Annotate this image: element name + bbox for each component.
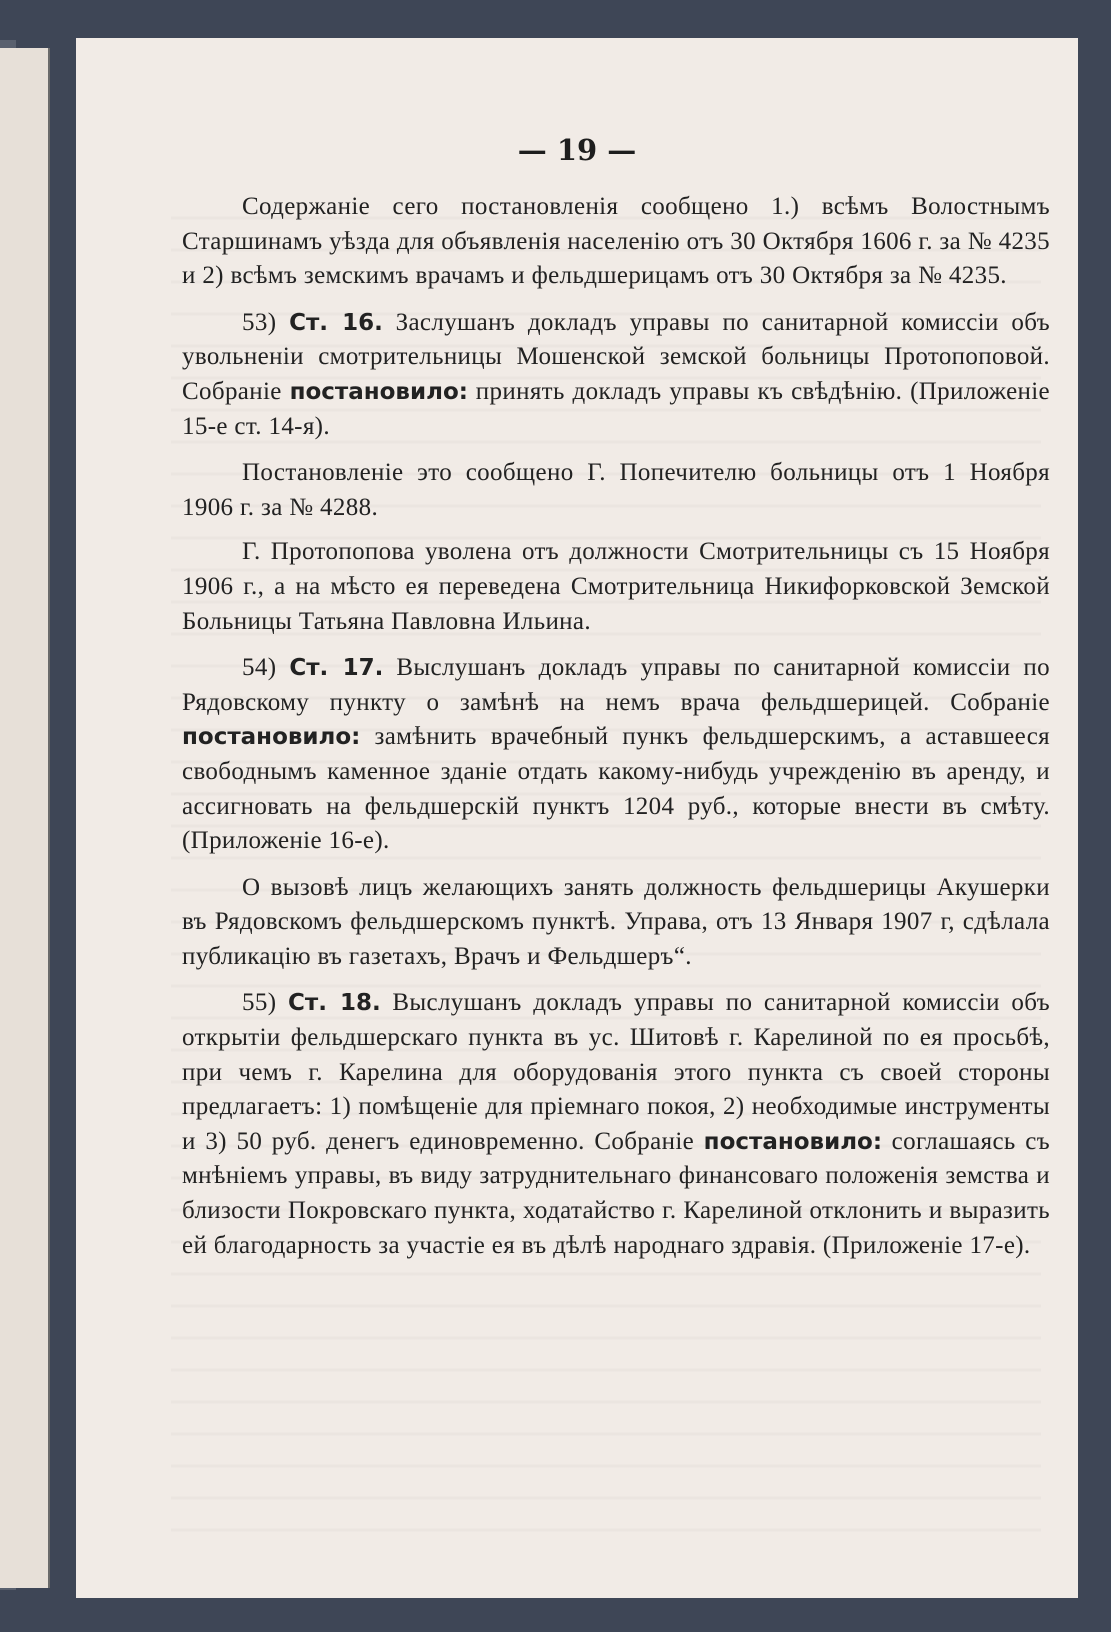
bold-heading-text: постановило: — [182, 724, 361, 751]
paragraph-p3 — [182, 456, 1050, 525]
paragraph-text: 54) — [242, 654, 290, 682]
paragraph-text: Постановленіе это сообщено Г. Попечителю больницы отъ 1 Ноября 1906 г. за № 4288. — [182, 459, 1050, 521]
facing-page-edge — [0, 48, 50, 1588]
paragraph-text: Г. Протопопова уволена отъ должности Смотрительницы съ 15 Ноября 1906 г., а на мѣсто ея переведена Смотрительница Никифорковской Земской Больницы Татьяна Павловна Ильина. — [182, 538, 1050, 635]
page-number: — 19 — — [517, 133, 637, 167]
paragraph-p7 — [182, 986, 1050, 1263]
paragraph-p4 — [182, 535, 1050, 639]
paragraph-text: Заслушанъ докладъ управы по санитарной комиссіи объ увольненіи смотрительницы Мошенской земской больницы Протопоповой. Собраніе — [182, 308, 1050, 405]
bold-heading-text: Ст. 18. — [288, 990, 381, 1017]
paragraph-text: О вызовѣ лицъ желающихъ занять должность фельдшерицы Акушерки въ Рядовскомъ фельдшерскомъ пунктѣ. Управа, отъ 13 Января 1907 г, сдѣлала публикацію въ газетахъ, Врачъ и Фельдшеръ“. — [182, 873, 1050, 970]
paragraph-text: соглашаясь съ мнѣніемъ управы, въ виду затруднительнаго финансоваго положенія земства и близости Покровскаго пункта, ходатайство г. Карелиной отклонить и выразить ей благодарность за участіе ея въ дѣлѣ народнаго здравія. (Приложеніе 17-е). — [182, 1127, 1050, 1259]
bold-heading-text: постановило: — [289, 378, 468, 405]
bold-heading-text: Ст. 17. — [289, 655, 384, 682]
paragraph-p2 — [182, 306, 1050, 444]
paragraph-p1 — [182, 190, 1050, 294]
paragraph-p6 — [182, 871, 1050, 975]
paragraph-text: Выслушанъ докладъ управы по санитарной комиссіи по Рядовскому пункту о замѣнѣ на немъ врача фельдшерицей. Собраніе — [182, 654, 1051, 716]
bold-heading-text: Ст. 16. — [289, 309, 383, 336]
paragraph-text: принять докладъ управы къ свѣдѣнію. (Приложеніе 15-е ст. 14-я). — [182, 377, 1051, 440]
paragraph-text: Содержаніе сего постановленія сообщено 1.) всѣмъ Волостнымъ Старшинамъ уѣзда для объявленія населенію отъ 30 Октября 1606 г. за № 4235 и 2) всѣмъ земскимъ врачамъ и фельдшерицамъ отъ 30 Октября за № 4235. — [182, 193, 1050, 290]
book-page — [76, 38, 1078, 1598]
paragraph-text: замѣнить врачебный пункъ фельдшерскимъ, а аставшееся свободнымъ каменное зданіе отдать какому-нибудь учрежденію въ аренду, и ассигновать на фельдшерскій пунктъ 1204 руб., которые внести въ смѣту. (Приложеніе 16-е). — [182, 723, 1050, 855]
paragraph-p5 — [182, 651, 1050, 859]
bold-heading-text: постановило: — [703, 1128, 883, 1155]
paragraph-text: 53) — [242, 308, 290, 336]
paragraph-text: Выслушанъ докладъ управы по санитарной комиссіи объ открытіи фельдшерскаго пункта въ ус. Шитовѣ г. Карелиной по ея просьбѣ, при чемъ г. Карелина для оборудованія этого пункта съ своей стороны предлагаетъ: 1) помѣщеніе для пріемнаго покоя, 2) необходимые инструменты и 3) 50 руб. денегъ единовременно. Собраніе — [182, 989, 1050, 1155]
page-body-text — [182, 190, 1050, 1275]
paragraph-text: 55) — [242, 989, 288, 1017]
